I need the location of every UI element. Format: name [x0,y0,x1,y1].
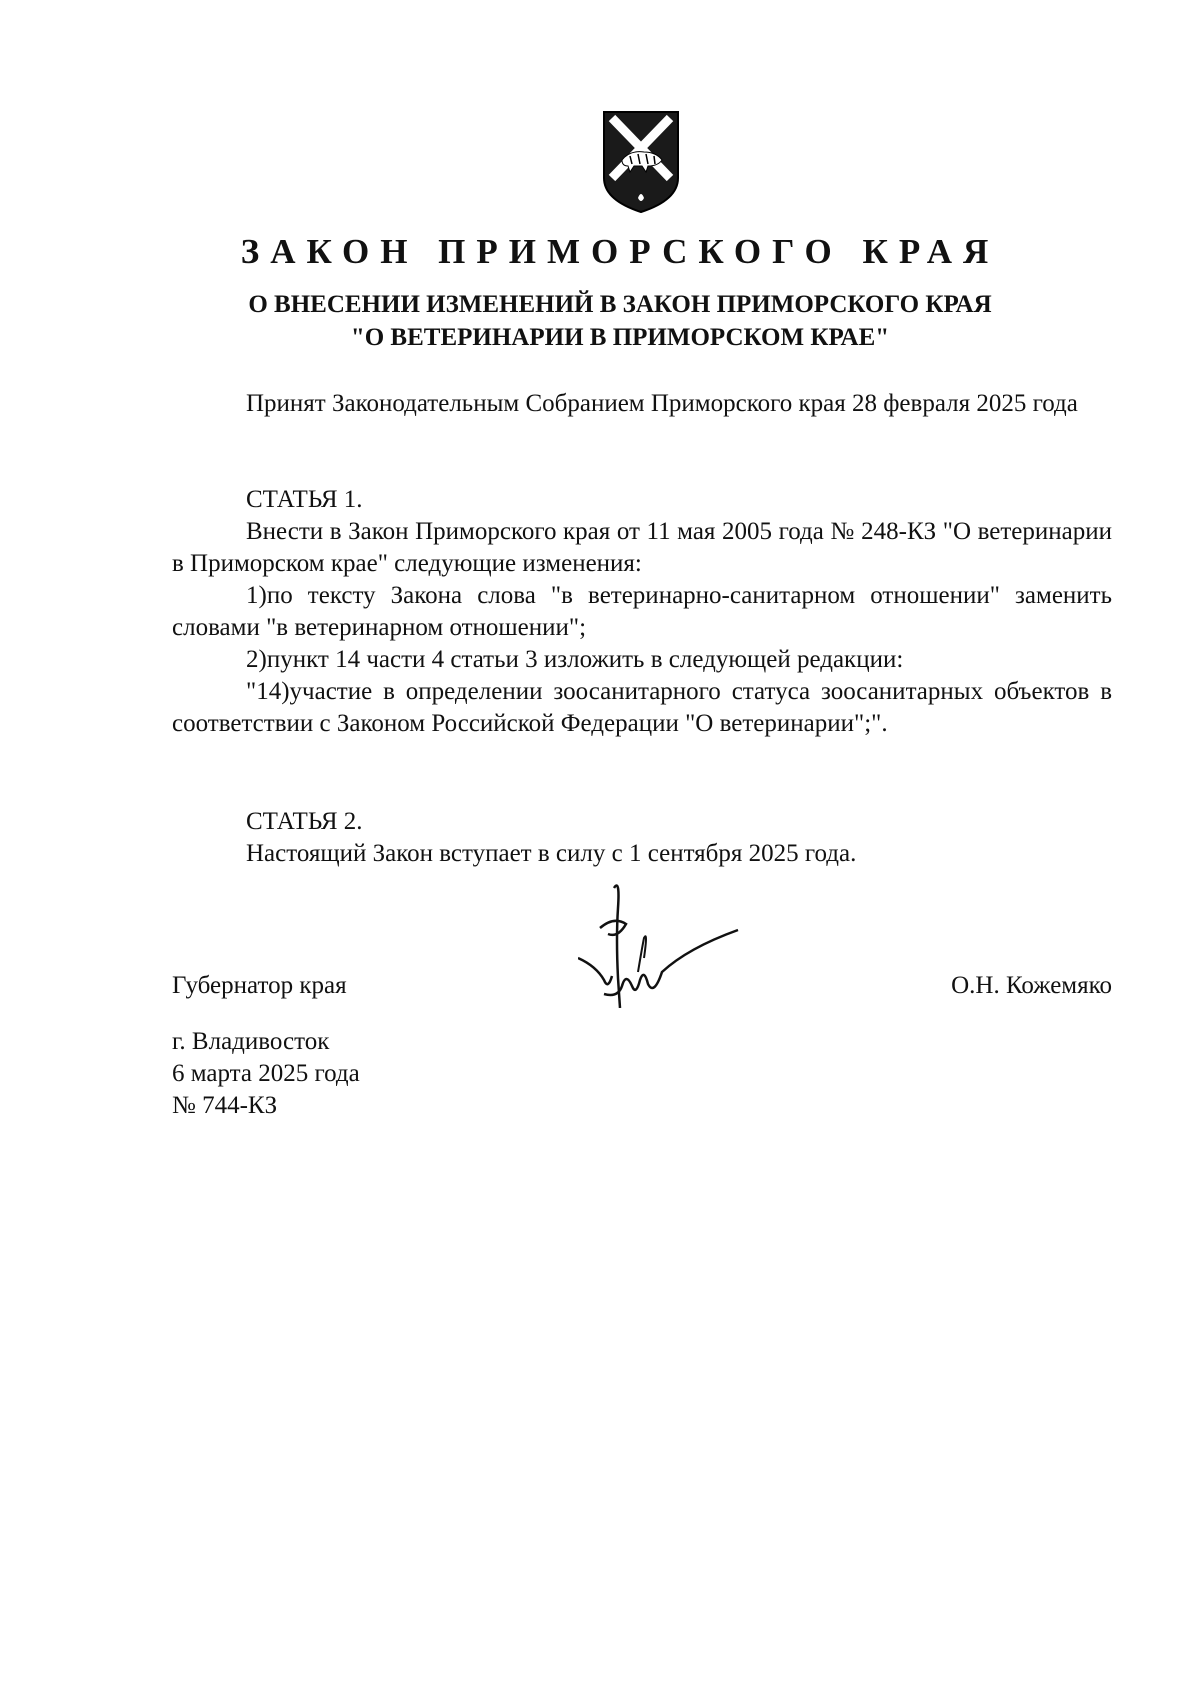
footer-number: № 744-КЗ [172,1092,278,1119]
article-1-item-1: 1)по тексту Закона слова "в ветеринарно-санитарном отношении" заменить словами "в ветеринарном отношении"; [172,582,1112,641]
article-2-text: Настоящий Закон вступает в силу с 1 сентября 2025 года. [246,840,857,867]
subtitle-line-2: "О ВЕТЕРИНАРИИ В ПРИМОРСКОМ КРАЕ" [350,324,890,351]
article-1-item-2-text: "14)участие в определении зоосанитарного статуса зоосанитарных объектов в соответствии с Законом Российской Федерации "О ветеринарии";". [172,678,1112,737]
article-2-heading: СТАТЬЯ 2. [246,808,363,835]
footer-date: 6 марта 2025 года [172,1060,360,1087]
adoption-note [172,388,1112,420]
governor-title: Губернатор края [172,972,347,999]
article-1-heading: СТАТЬЯ 1. [246,486,363,513]
article-2 [172,806,1112,870]
article-1-intro: Внести в Закон Приморского края от 11 мая 2005 года № 248-КЗ "О ветеринарии в Приморском крае" следующие изменения: [172,518,1112,577]
article-1-item-2: 2)пункт 14 части 4 статьи 3 изложить в следующей редакции: [246,646,904,673]
subtitle-line-1: О ВНЕСЕНИИ ИЗМЕНЕНИЙ В ЗАКОН ПРИМОРСКОГО КРАЯ [248,291,992,318]
governor-name: О.Н. Кожемяко [951,972,1112,999]
signature-block [172,970,1112,1030]
article-1 [172,484,1112,740]
document-footer [172,1026,360,1122]
coat-of-arms-icon [600,108,682,216]
footer-city: г. Владивосток [172,1028,330,1055]
law-subtitle [0,288,1200,354]
law-title: ЗАКОН ПРИМОРСКОГО КРАЯ [240,232,1000,271]
adoption-text: Принят Законодательным Собранием Приморского края 28 февраля 2025 года [246,390,1078,417]
